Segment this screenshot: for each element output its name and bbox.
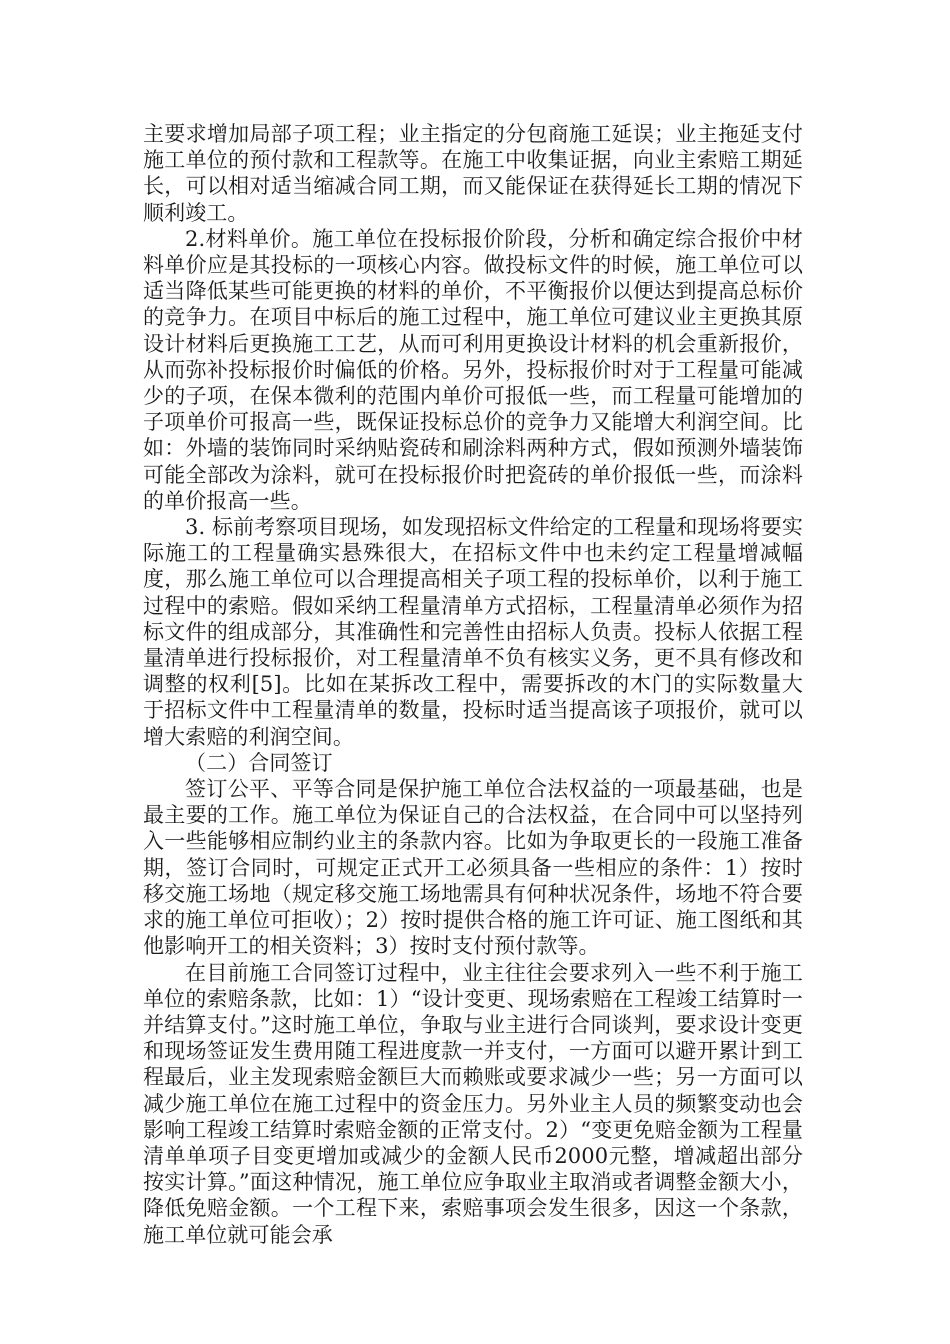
section-heading-contract-signing: （二）合同签订 — [185, 750, 333, 775]
paragraph-contract-signing: 签订公平、平等合同是保护施工单位合法权益的一项最基础，也是最主要的工作。施工单位为保证自己的合法权益，在合同中可以坚持列入一些能够相应制约业主的条款内容。比如为争取更长的一段施工准备期，签订合同时，可规定正式开工必须具备一些相应的条件：1）按时移交施工场地（规定移交施工场地需具有何种状况条件，场地不符合要求的施工单位可拒收）；2）按时提供合格的施工许可证、施工图纸和其他影响开工的相关资料；3）按时支付预付款等。 — [143, 777, 803, 959]
paragraph-material-unit-price: 2.材料单价。施工单位在投标报价阶段，分析和确定综合报价中材料单价应是其投标的一项核心内容。做投标文件的时候，施工单位可以适当降低某些可能更换的材料的单价，不平衡报价以便达到提高总标价的竞争力。在项目中标后的施工过程中，施工单位可建议业主更换其原设计材料后更换施工工艺，从而可利用更换设计材料的机会重新报价，从而弥补投标报价时偏低的价格。另外，投标报价时对于工程量可能减少的子项，在保本微利的范围内单价可报低一些，而工程量可能增加的子项单价可报高一些，既保证投标总价的竞争力又能增大利润空间。比如：外墙的装饰同时采纳贴瓷砖和刷涂料两种方式，假如预测外墙装饰可能全部改为涂料，就可在投标报价时把瓷砖的单价报低一些，而涂料的单价报高一些。 — [143, 226, 803, 513]
document-page — [143, 121, 803, 1248]
paragraph-site-survey: 3. 标前考察项目现场，如发现招标文件给定的工程量和现场将要实际施工的工程量确实悬殊很大，在招标文件中也未约定工程量增减幅度，那么施工单位可以合理提高相关子项工程的投标单价，以利于施工过程中的索赔。假如采纳工程量清单方式招标，工程量清单必须作为招标文件的组成部分，其准确性和完善性由招标人负责。投标人依据工程量清单进行投标报价，对工程量清单不负有核实义务，更不具有修改和调整的权利[5]。比如在某拆改工程中，需要拆改的木门的实际数量大于招标文件中工程量清单的数量，投标时适当提高该子项报价，就可以增大索赔的利润空间。 — [143, 515, 803, 749]
paragraph-current-contract-practice: 在目前施工合同签订过程中，业主往往会要求列入一些不利于施工单位的索赔条款，比如：1）“设计变更、现场索赔在工程竣工结算时一并结算支付。”这时施工单位，争取与业主进行合同谈判，要求设计变更和现场签证发生费用随工程进度款一并支付，一方面可以避开累计到工程最后，业主发现索赔金额巨大而赖账或要求减少一些；另一方面可以减少施工单位在施工过程中的资金压力。另外业主人员的频繁变动也会影响工程竣工结算时索赔金额的正常支付。2）“变更免赔金额为工程量清单单项子目变更增加或减少的金额人民币2000元整，增减超出部分按实计算。”面这种情况，施工单位应争取业主取消或者调整金额大小，降低免赔金额。一个工程下来，索赔事项会发生很多，因这一个条款，施工单位就可能会承 — [143, 960, 803, 1247]
paragraph-continuation: 主要求增加局部子项工程；业主指定的分包商施工延误；业主拖延支付施工单位的预付款和工程款等。在施工中收集证据，向业主索赔工期延长，可以相对适当缩减合同工期，而又能保证在获得延长工期的情况下顺利竣工。 — [143, 122, 803, 225]
